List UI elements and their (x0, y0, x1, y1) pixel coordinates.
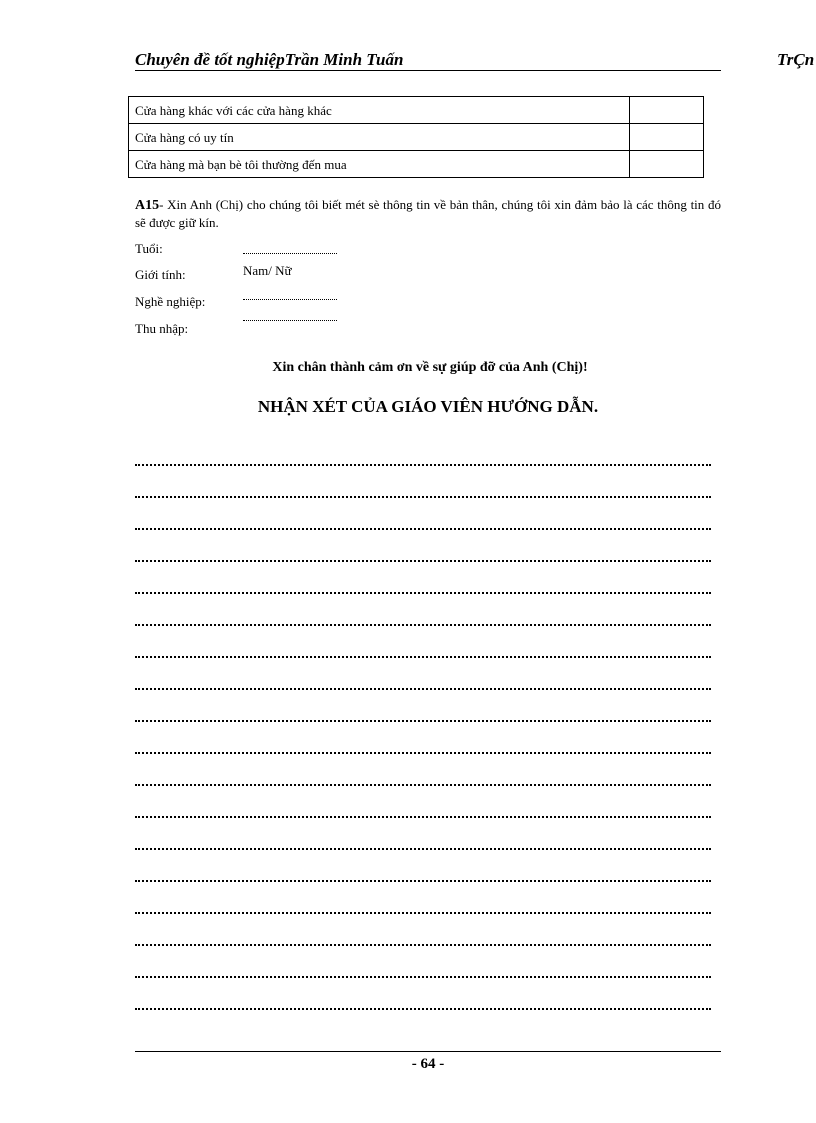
question-text: - Xin Anh (Chị) cho chúng tôi biết mét sè thông tin về bản thân, chúng tôi xin đảm bảo là các thông tin đó sẽ được giữ kín. (135, 197, 721, 230)
comment-dotted-line (135, 592, 711, 594)
comment-dotted-line (135, 880, 711, 882)
table-cell-value (630, 151, 704, 178)
criteria-table (128, 96, 704, 178)
job-dotted-line (243, 299, 337, 300)
table-cell-value (630, 124, 704, 151)
gender-label: Giới tính: (135, 267, 186, 282)
question-paragraph (135, 196, 721, 231)
header-title: Chuyên đề tốt nghiệpTrần Minh Tuấn (135, 50, 404, 69)
table-cell-label: Cửa hàng mà bạn bè tôi thường đến mua (129, 151, 630, 178)
table-cell-label: Cửa hàng có uy tín (129, 124, 630, 151)
comment-dotted-line (135, 816, 711, 818)
comment-dotted-line (135, 976, 711, 978)
comment-dotted-line (135, 528, 711, 530)
comment-dotted-line (135, 784, 711, 786)
income-label: Thu nhập: (135, 321, 189, 336)
age-label: Tuổi: (135, 241, 163, 256)
comment-dotted-line (135, 688, 711, 690)
header-rule (135, 70, 721, 71)
comment-dotted-line (135, 912, 711, 914)
page-number: - 64 - (411, 1056, 445, 1072)
income-dotted-line (243, 320, 337, 321)
question-number: A15 (135, 198, 160, 213)
comment-dotted-line (135, 720, 711, 722)
comment-dotted-line (135, 656, 711, 658)
gender-value: Nam/ Nữ (243, 263, 292, 278)
table-row (129, 97, 704, 124)
section-title: NHẬN XÉT CỦA GIÁO VIÊN HƯỚNG DẪN. (257, 397, 599, 416)
comment-dotted-line (135, 752, 711, 754)
comment-dotted-line (135, 464, 711, 466)
job-label: Nghề nghiệp: (135, 294, 206, 309)
comment-dotted-line (135, 848, 711, 850)
footer-rule (135, 1051, 721, 1052)
comment-dotted-line (135, 560, 711, 562)
age-dotted-line (243, 253, 337, 254)
header-right-text: TrÇn (777, 50, 815, 69)
comment-dotted-line (135, 1008, 711, 1010)
comment-dotted-line (135, 496, 711, 498)
table-row (129, 151, 704, 178)
thank-you-note: Xin chân thành cảm ơn về sự giúp đỡ của Anh (Chị)! (272, 360, 588, 375)
table-row (129, 124, 704, 151)
table-cell-value (630, 97, 704, 124)
comment-dotted-line (135, 624, 711, 626)
comment-dotted-line (135, 944, 711, 946)
table-cell-label: Cửa hàng khác với các cửa hàng khác (129, 97, 630, 124)
